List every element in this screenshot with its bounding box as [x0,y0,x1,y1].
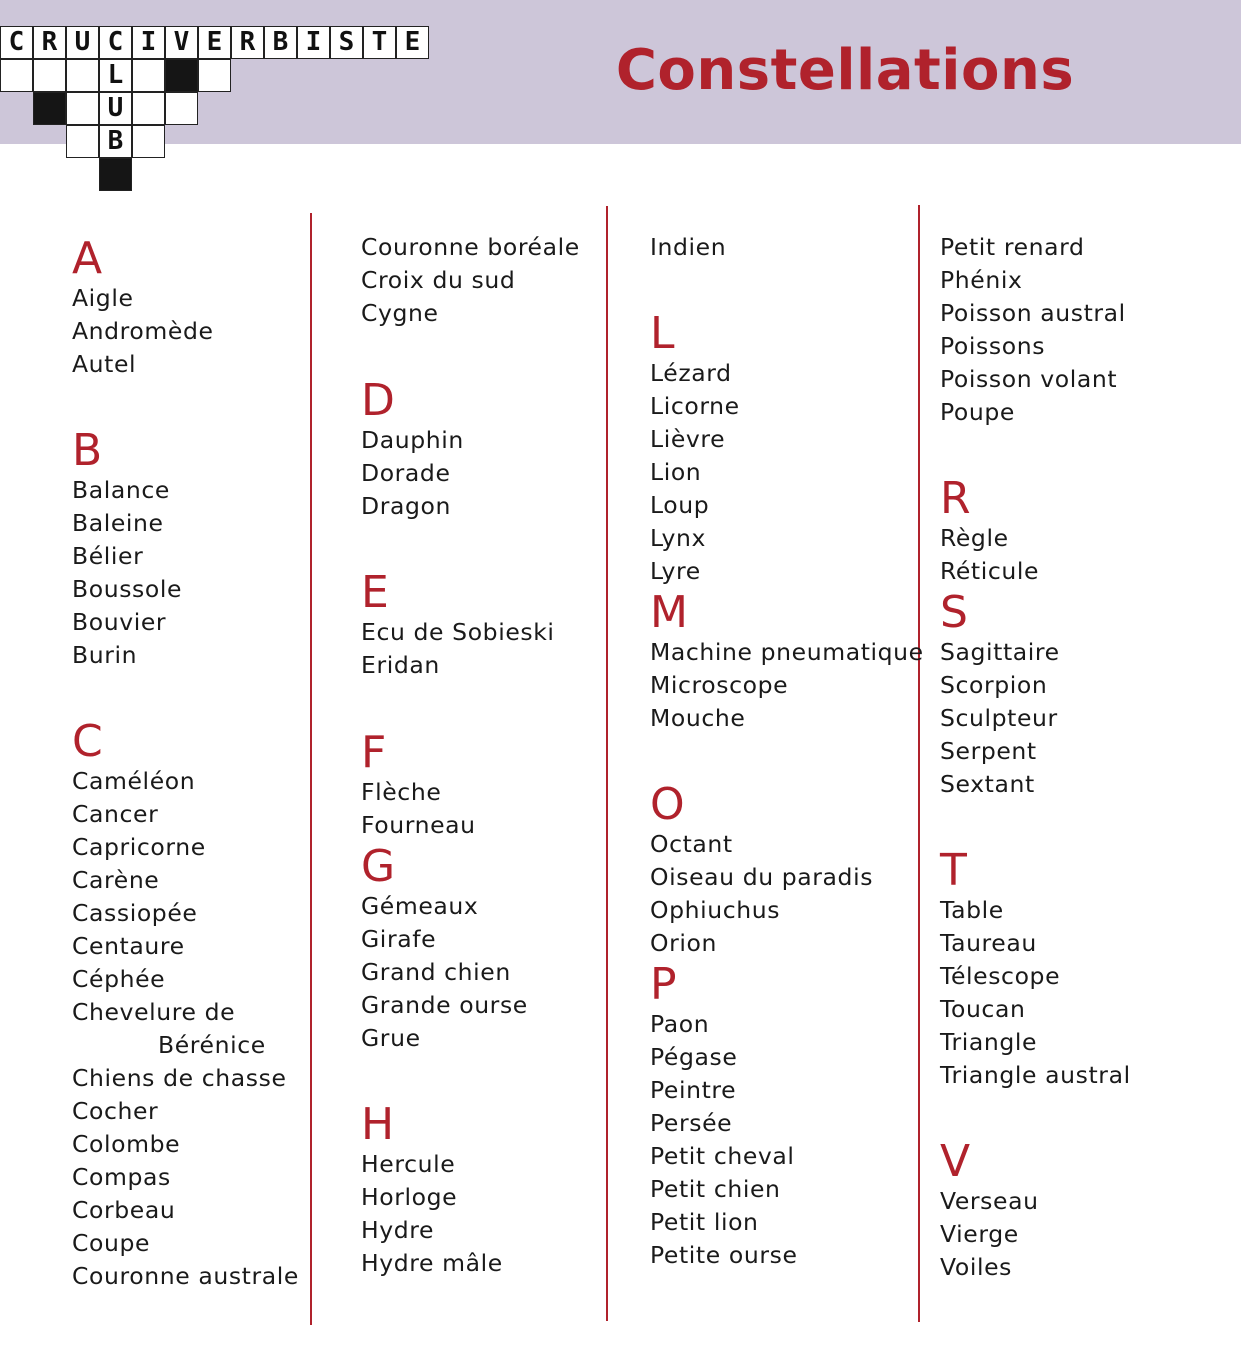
word-item: Couronne australe [72,1262,299,1290]
word-item: Grande ourse [361,991,528,1019]
word-item: Poisson austral [940,299,1126,327]
letter-section-b [72,425,299,672]
word-item: Persée [650,1109,733,1137]
word-item: Verseau [940,1187,1039,1215]
word-column-4 [940,226,1131,1284]
section-letter: M [650,587,688,638]
word-item: Hydre [361,1216,435,1244]
page-title: Constellations [615,38,1075,103]
word-item: Voiles [940,1253,1012,1281]
word-item: Bouvier [72,608,167,636]
word-item: Eridan [361,651,440,679]
word-item: Caméléon [72,767,196,795]
section-letter: E [361,567,389,618]
word-item: Bérénice [158,1031,266,1059]
word-item: Sculpteur [940,704,1058,732]
logo-cell: I [132,26,165,59]
word-item: Sextant [940,770,1035,798]
section-letter: B [72,425,103,476]
word-item: Ophiuchus [650,896,781,924]
word-item: Chevelure de [72,998,236,1026]
word-item: Table [940,896,1004,924]
word-item: Petit renard [940,233,1085,261]
word-item: Ecu de Sobieski [361,618,555,646]
word-item: Colombe [72,1130,181,1158]
word-item: Microscope [650,671,789,699]
logo-cell: U [99,92,132,125]
word-item: Dauphin [361,426,464,454]
letter-section-p-continued [940,231,1131,429]
logo-cell: I [297,26,330,59]
word-item: Phénix [940,266,1023,294]
letter-section-v [940,1136,1131,1284]
logo-cell: T [363,26,396,59]
word-item: Compas [72,1163,171,1191]
letter-section-f [361,727,580,842]
section-letter: A [72,233,103,284]
word-item: Hydre mâle [361,1249,503,1277]
word-item: Petit cheval [650,1142,795,1170]
logo-cell [0,59,33,92]
word-item: Corbeau [72,1196,176,1224]
word-item: Capricorne [72,833,206,861]
word-item: Aigle [72,284,134,312]
letter-section-e [361,567,580,682]
word-item: Sagittaire [940,638,1060,666]
word-item: Hercule [361,1150,456,1178]
logo-cell: B [264,26,297,59]
word-item: Oiseau du paradis [650,863,874,891]
word-item: Andromède [72,317,214,345]
word-item: Dragon [361,492,451,520]
word-item: Machine pneumatique [650,638,924,666]
logo-cell [132,125,165,158]
section-letter: L [650,308,675,359]
word-item: Orion [650,929,717,957]
word-item: Loup [650,491,710,519]
column-divider [606,206,608,1321]
word-item: Lièvre [650,425,726,453]
word-item: Règle [940,524,1009,552]
letter-section-r [940,473,1131,588]
letter-section-t [940,845,1131,1092]
logo-black-cell [165,59,198,92]
section-letter: D [361,375,395,426]
word-item: Triangle austral [940,1061,1131,1089]
logo-cell: C [0,26,33,59]
logo-cell [198,59,231,92]
word-item: Serpent [940,737,1037,765]
letter-section-g [361,841,580,1055]
word-item: Burin [72,641,138,669]
letter-section-m [650,587,924,735]
word-item: Balance [72,476,170,504]
word-item: Grand chien [361,958,511,986]
column-divider [310,213,312,1325]
logo-cell [66,125,99,158]
word-item: Réticule [940,557,1040,585]
word-item: Boussole [72,575,183,603]
word-item: Poupe [940,398,1015,426]
section-letter: G [361,841,396,892]
word-column-2 [361,226,580,1280]
word-item: Lézard [650,359,732,387]
logo-cell: S [330,26,363,59]
logo-cell: V [165,26,198,59]
word-item: Chiens de chasse [72,1064,287,1092]
word-item: Scorpion [940,671,1048,699]
section-letter: S [940,587,968,638]
letter-section-c [72,716,299,1293]
letter-section-i [650,231,924,264]
letter-section-h [361,1099,580,1280]
word-item: Dorade [361,459,451,487]
word-item: Cocher [72,1097,159,1125]
logo-cell [132,92,165,125]
word-item: Pégase [650,1043,738,1071]
word-item: Grue [361,1024,421,1052]
word-item: Triangle [940,1028,1038,1056]
letter-section-p [650,959,924,1272]
logo-cell [66,59,99,92]
word-item: Horloge [361,1183,458,1211]
word-item: Paon [650,1010,710,1038]
word-item: Télescope [940,962,1061,990]
logo-cell: R [33,26,66,59]
section-letter: V [940,1136,971,1187]
section-letter: C [72,716,103,767]
word-item: Cancer [72,800,159,828]
word-item: Licorne [650,392,740,420]
logo-cell: C [99,26,132,59]
letter-section-a [72,233,299,381]
logo-cell: B [99,125,132,158]
word-item: Lion [650,458,702,486]
section-letter: O [650,779,685,830]
logo-cell [66,92,99,125]
section-letter: R [940,473,971,524]
word-item: Mouche [650,704,746,732]
word-item: Bélier [72,542,144,570]
word-item: Taureau [940,929,1037,957]
letter-section-c-continued [361,231,580,330]
word-column-1 [72,226,299,1293]
letter-section-d [361,375,580,523]
word-item: Gémeaux [361,892,479,920]
logo-black-cell [99,158,132,191]
section-letter: T [940,845,967,896]
section-letter: H [361,1099,395,1150]
word-item: Coupe [72,1229,151,1257]
word-item: Toucan [940,995,1026,1023]
word-item: Poissons [940,332,1046,360]
logo-cell: L [99,59,132,92]
word-item: Flèche [361,778,442,806]
logo-cell [132,59,165,92]
word-item: Vierge [940,1220,1019,1248]
word-item: Couronne boréale [361,233,580,261]
section-letter: F [361,727,387,778]
logo-cell: E [396,26,429,59]
word-item: Girafe [361,925,437,953]
letter-section-o [650,779,924,960]
word-item: Céphée [72,965,166,993]
word-item: Lynx [650,524,707,552]
logo-cell: E [198,26,231,59]
letter-section-s [940,587,1131,801]
word-item: Indien [650,233,727,261]
cruciverbiste-club-logo [0,26,426,191]
word-item: Carène [72,866,160,894]
logo-cell: R [231,26,264,59]
word-item: Autel [72,350,137,378]
word-item: Fourneau [361,811,476,839]
word-item: Centaure [72,932,185,960]
logo-black-cell [33,92,66,125]
logo-cell [33,59,66,92]
letter-section-l [650,308,924,588]
logo-cell [165,92,198,125]
word-item: Cassiopée [72,899,198,927]
word-item: Petit chien [650,1175,781,1203]
word-item: Baleine [72,509,164,537]
word-item: Petit lion [650,1208,759,1236]
logo-cell: U [66,26,99,59]
word-column-3 [650,226,924,1272]
section-letter: P [650,959,677,1010]
word-item: Croix du sud [361,266,516,294]
word-item: Poisson volant [940,365,1118,393]
word-item: Octant [650,830,733,858]
word-item: Lyre [650,557,701,585]
word-item: Petite ourse [650,1241,798,1269]
word-item: Peintre [650,1076,737,1104]
word-item: Cygne [361,299,439,327]
